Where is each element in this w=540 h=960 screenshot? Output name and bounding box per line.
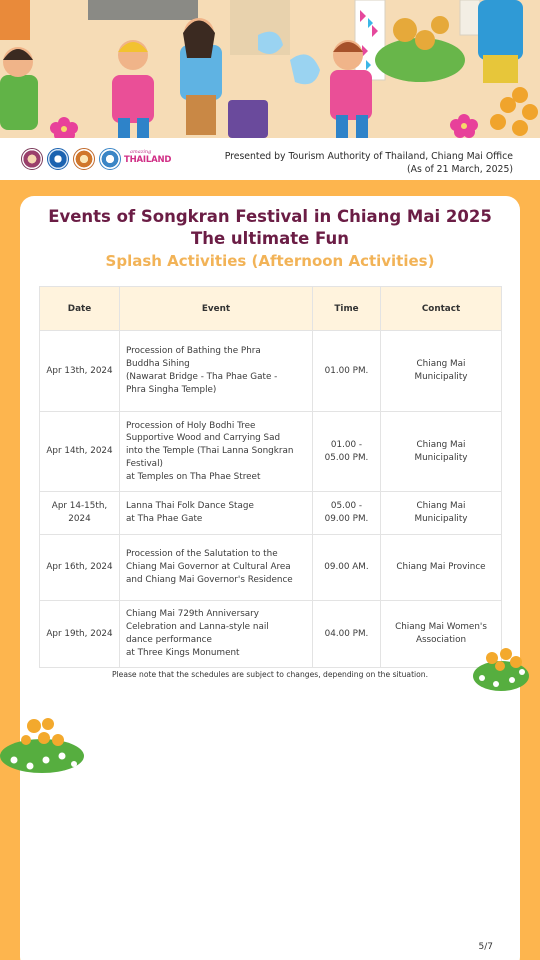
page-number: 5/7	[478, 942, 493, 952]
amazing-thailand-logo	[124, 149, 170, 171]
cell-contact: Chiang Mai Women's Association	[381, 601, 502, 668]
government-seal-logo	[73, 148, 95, 170]
cell-date: Apr 13th, 2024	[40, 331, 120, 412]
column-header-date: Date	[40, 287, 120, 331]
schedule-note: Please note that the schedules are subject to changes, depending on the situation.	[111, 670, 429, 679]
cell-date: Apr 14th, 2024	[40, 412, 120, 492]
songkran-celebration-illustration	[0, 0, 540, 138]
cell-time: 01.00 - 05.00 PM.	[313, 412, 381, 492]
cell-event: Procession of Bathing the Phra Buddha Sihing (Nawarat Bridge - Tha Phae Gate - Phra Singha Temple)	[120, 331, 313, 412]
table-row	[40, 412, 502, 492]
hero-illustration	[0, 0, 540, 138]
cell-time: 05.00 - 09.00 PM.	[313, 492, 381, 535]
page-title: Events of Songkran Festival in Chiang Mai 2025	[48, 207, 492, 226]
column-header-time: Time	[313, 287, 381, 331]
cell-event: Procession of Holy Bodhi Tree Supportive Wood and Carrying Sad into the Temple (Thai Lanna Songkran Festival) at Temples on Tha Phae Street	[120, 412, 313, 492]
table-row	[40, 331, 502, 412]
cell-time: 09.00 AM.	[313, 535, 381, 601]
page-subtitle: Splash Activities (Afternoon Activities)	[105, 252, 435, 270]
cell-contact: Chiang Mai Municipality	[381, 492, 502, 535]
chiang-mai-province-logo	[47, 148, 69, 170]
cell-event: Lanna Thai Folk Dance Stage at Tha Phae Gate	[120, 492, 313, 535]
amazing-thailand-logo-small-text: amazing	[130, 149, 152, 155]
presenter-date: (As of 21 March, 2025)	[406, 164, 513, 175]
cell-date: Apr 14-15th, 2024	[40, 492, 120, 535]
page-title-line-2: The ultimate Fun	[191, 229, 349, 248]
chiang-mai-municipality-logo	[21, 148, 43, 170]
cell-event: Chiang Mai 729th Anniversary Celebration and Lanna-style nail dance performance at Three Kings Monument	[120, 601, 313, 668]
table-row	[40, 492, 502, 535]
cell-contact: Chiang Mai Municipality	[381, 331, 502, 412]
cell-date: Apr 19th, 2024	[40, 601, 120, 668]
table-row	[40, 535, 502, 601]
flower-bush-right	[472, 644, 530, 692]
cell-contact: Chiang Mai Municipality	[381, 412, 502, 492]
presenter-line: Presented by Tourism Authority of Thailand, Chiang Mai Office	[224, 151, 513, 162]
column-header-contact: Contact	[381, 287, 502, 331]
cell-time: 01.00 PM.	[313, 331, 381, 412]
content-card	[20, 196, 520, 960]
tourism-authority-logo	[99, 148, 121, 170]
cell-event: Procession of the Salutation to the Chiang Mai Governor at Cultural Area and Chiang Mai Governor's Residence	[120, 535, 313, 601]
column-header-event: Event	[120, 287, 313, 331]
presenter-text	[225, 150, 513, 176]
cell-contact: Chiang Mai Province	[381, 535, 502, 601]
amazing-thailand-logo-text: THAILAND	[124, 155, 172, 165]
table-header-row	[40, 287, 502, 331]
table-row	[40, 601, 502, 668]
cell-date: Apr 16th, 2024	[40, 535, 120, 601]
flower-bush-left	[0, 716, 88, 774]
cell-time: 04.00 PM.	[313, 601, 381, 668]
presenter-bar	[0, 138, 540, 180]
events-table	[39, 286, 502, 668]
